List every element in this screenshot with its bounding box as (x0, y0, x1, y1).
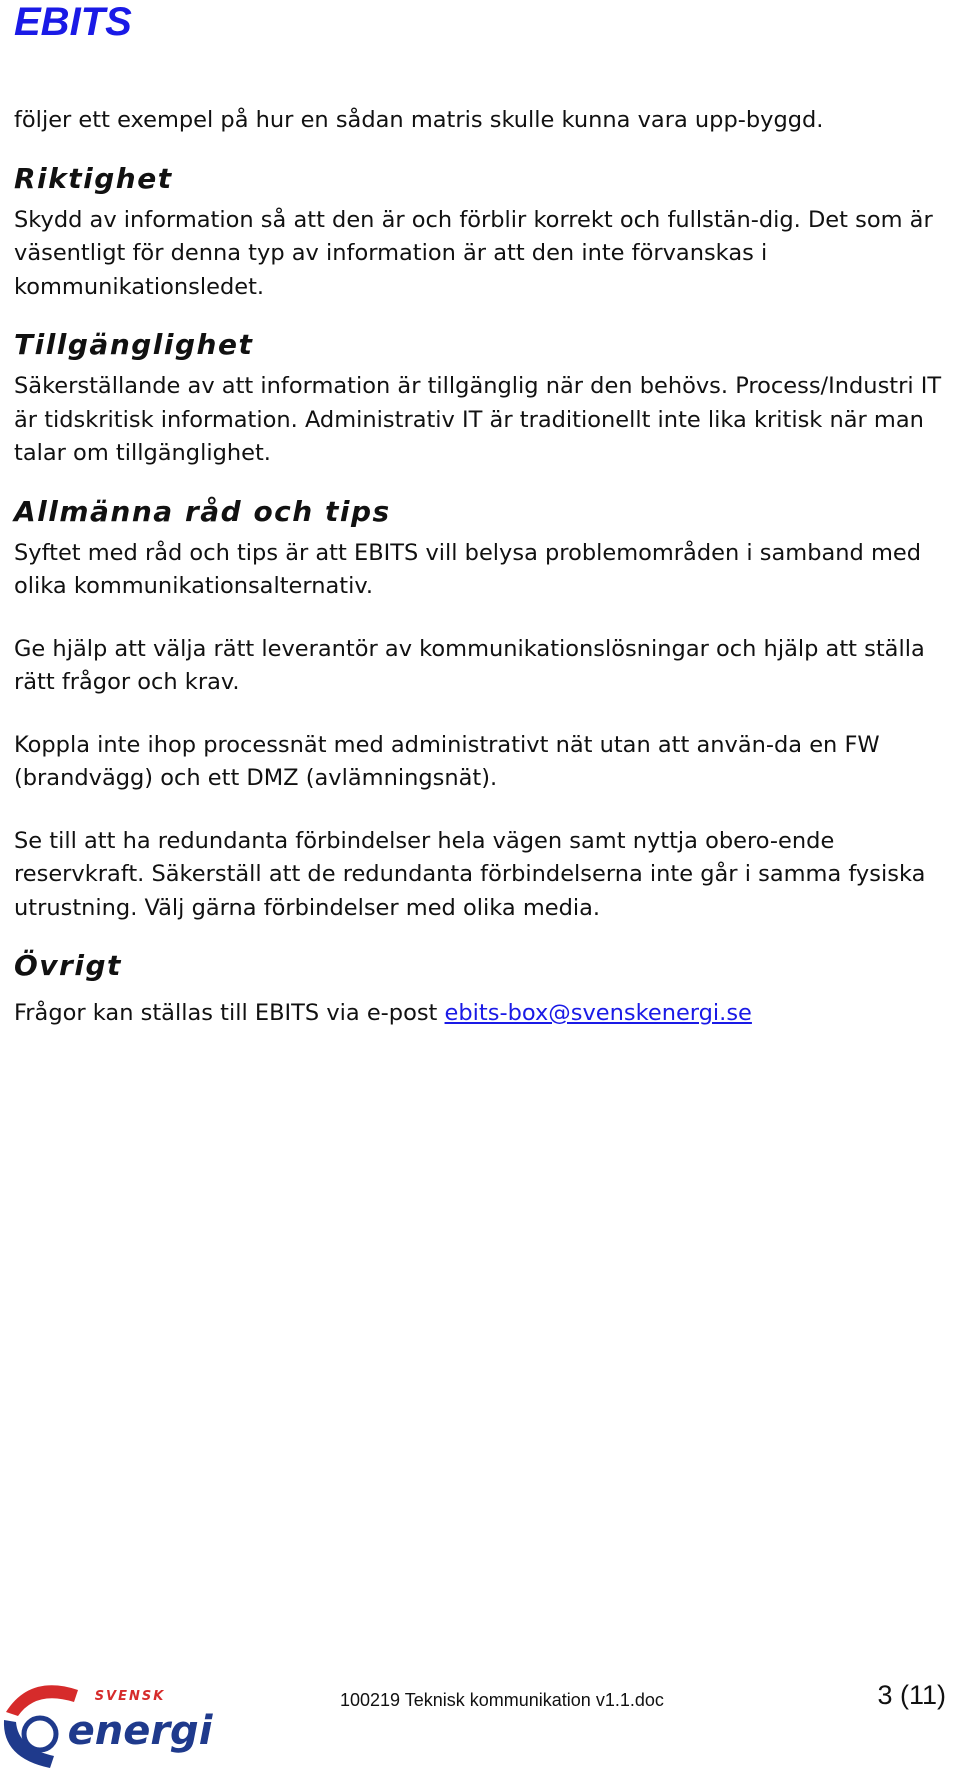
ovrigt-paragraph (14, 997, 944, 1031)
tips-paragraph-1: Syftet med råd och tips är att EBITS vill belysa problemområden i samband med olika kommunikationsalternativ. (14, 539, 922, 599)
email-link[interactable]: ebits-box@svenskenergi.se (444, 1000, 752, 1026)
ovrigt-text: Frågor kan ställas till EBITS via e-post (14, 1000, 445, 1026)
footer-document-name: 100219 Teknisk kommunikation v1.1.doc (340, 1690, 664, 1710)
tips-paragraph-4: Se till att ha redundanta förbindelser hela vägen samt nyttja obero-ende reservkraft. Säkerställ att de redundanta förbindelserna inte går i samma fysiska utrustning. Välj gärna förbindelser med olika media. (14, 827, 926, 921)
logo-ring (24, 1718, 56, 1750)
riktighet-paragraph: Skydd av information så att den är och förblir korrekt och fullstän-dig. Det som är väsentligt för denna typ av information är att den inte förvanskas i kommunikationsledet. (14, 206, 933, 300)
heading-tillganglighet: Tillgänglighet (14, 328, 254, 361)
brand-title: EBITS (14, 0, 132, 44)
heading-riktighet: Riktighet (14, 161, 173, 195)
intro-paragraph: följer ett exempel på hur en sådan matris skulle kunna vara upp-byggd. (14, 107, 824, 133)
heading-tips: Allmänna råd och tips (14, 494, 391, 528)
tips-paragraph-2: Ge hjälp att välja rätt leverantör av kommunikationslösningar och hjälp att ställa rätt frågor och krav. (14, 635, 925, 695)
logo-top-word: SVENSK (94, 1689, 166, 1704)
logo-main-word: energi (67, 1708, 213, 1754)
tips-paragraph-3: Koppla inte ihop processnät med administrativt nät utan att använ-da en FW (brandvägg) och ett DMZ (avlämningsnät). (14, 731, 880, 791)
svensk-energi-logo (0, 1672, 214, 1783)
tillganglighet-paragraph: Säkerställande av att information är tillgänglig när den behövs. Process/Industri IT är tidskritisk information. Administrativ IT är traditionellt inte lika kritisk när man talar om tillgänglighet. (14, 373, 942, 466)
document-body (14, 104, 944, 1031)
heading-ovrigt: Övrigt (14, 949, 122, 982)
footer-page-number: 3 (11) (877, 1680, 946, 1710)
